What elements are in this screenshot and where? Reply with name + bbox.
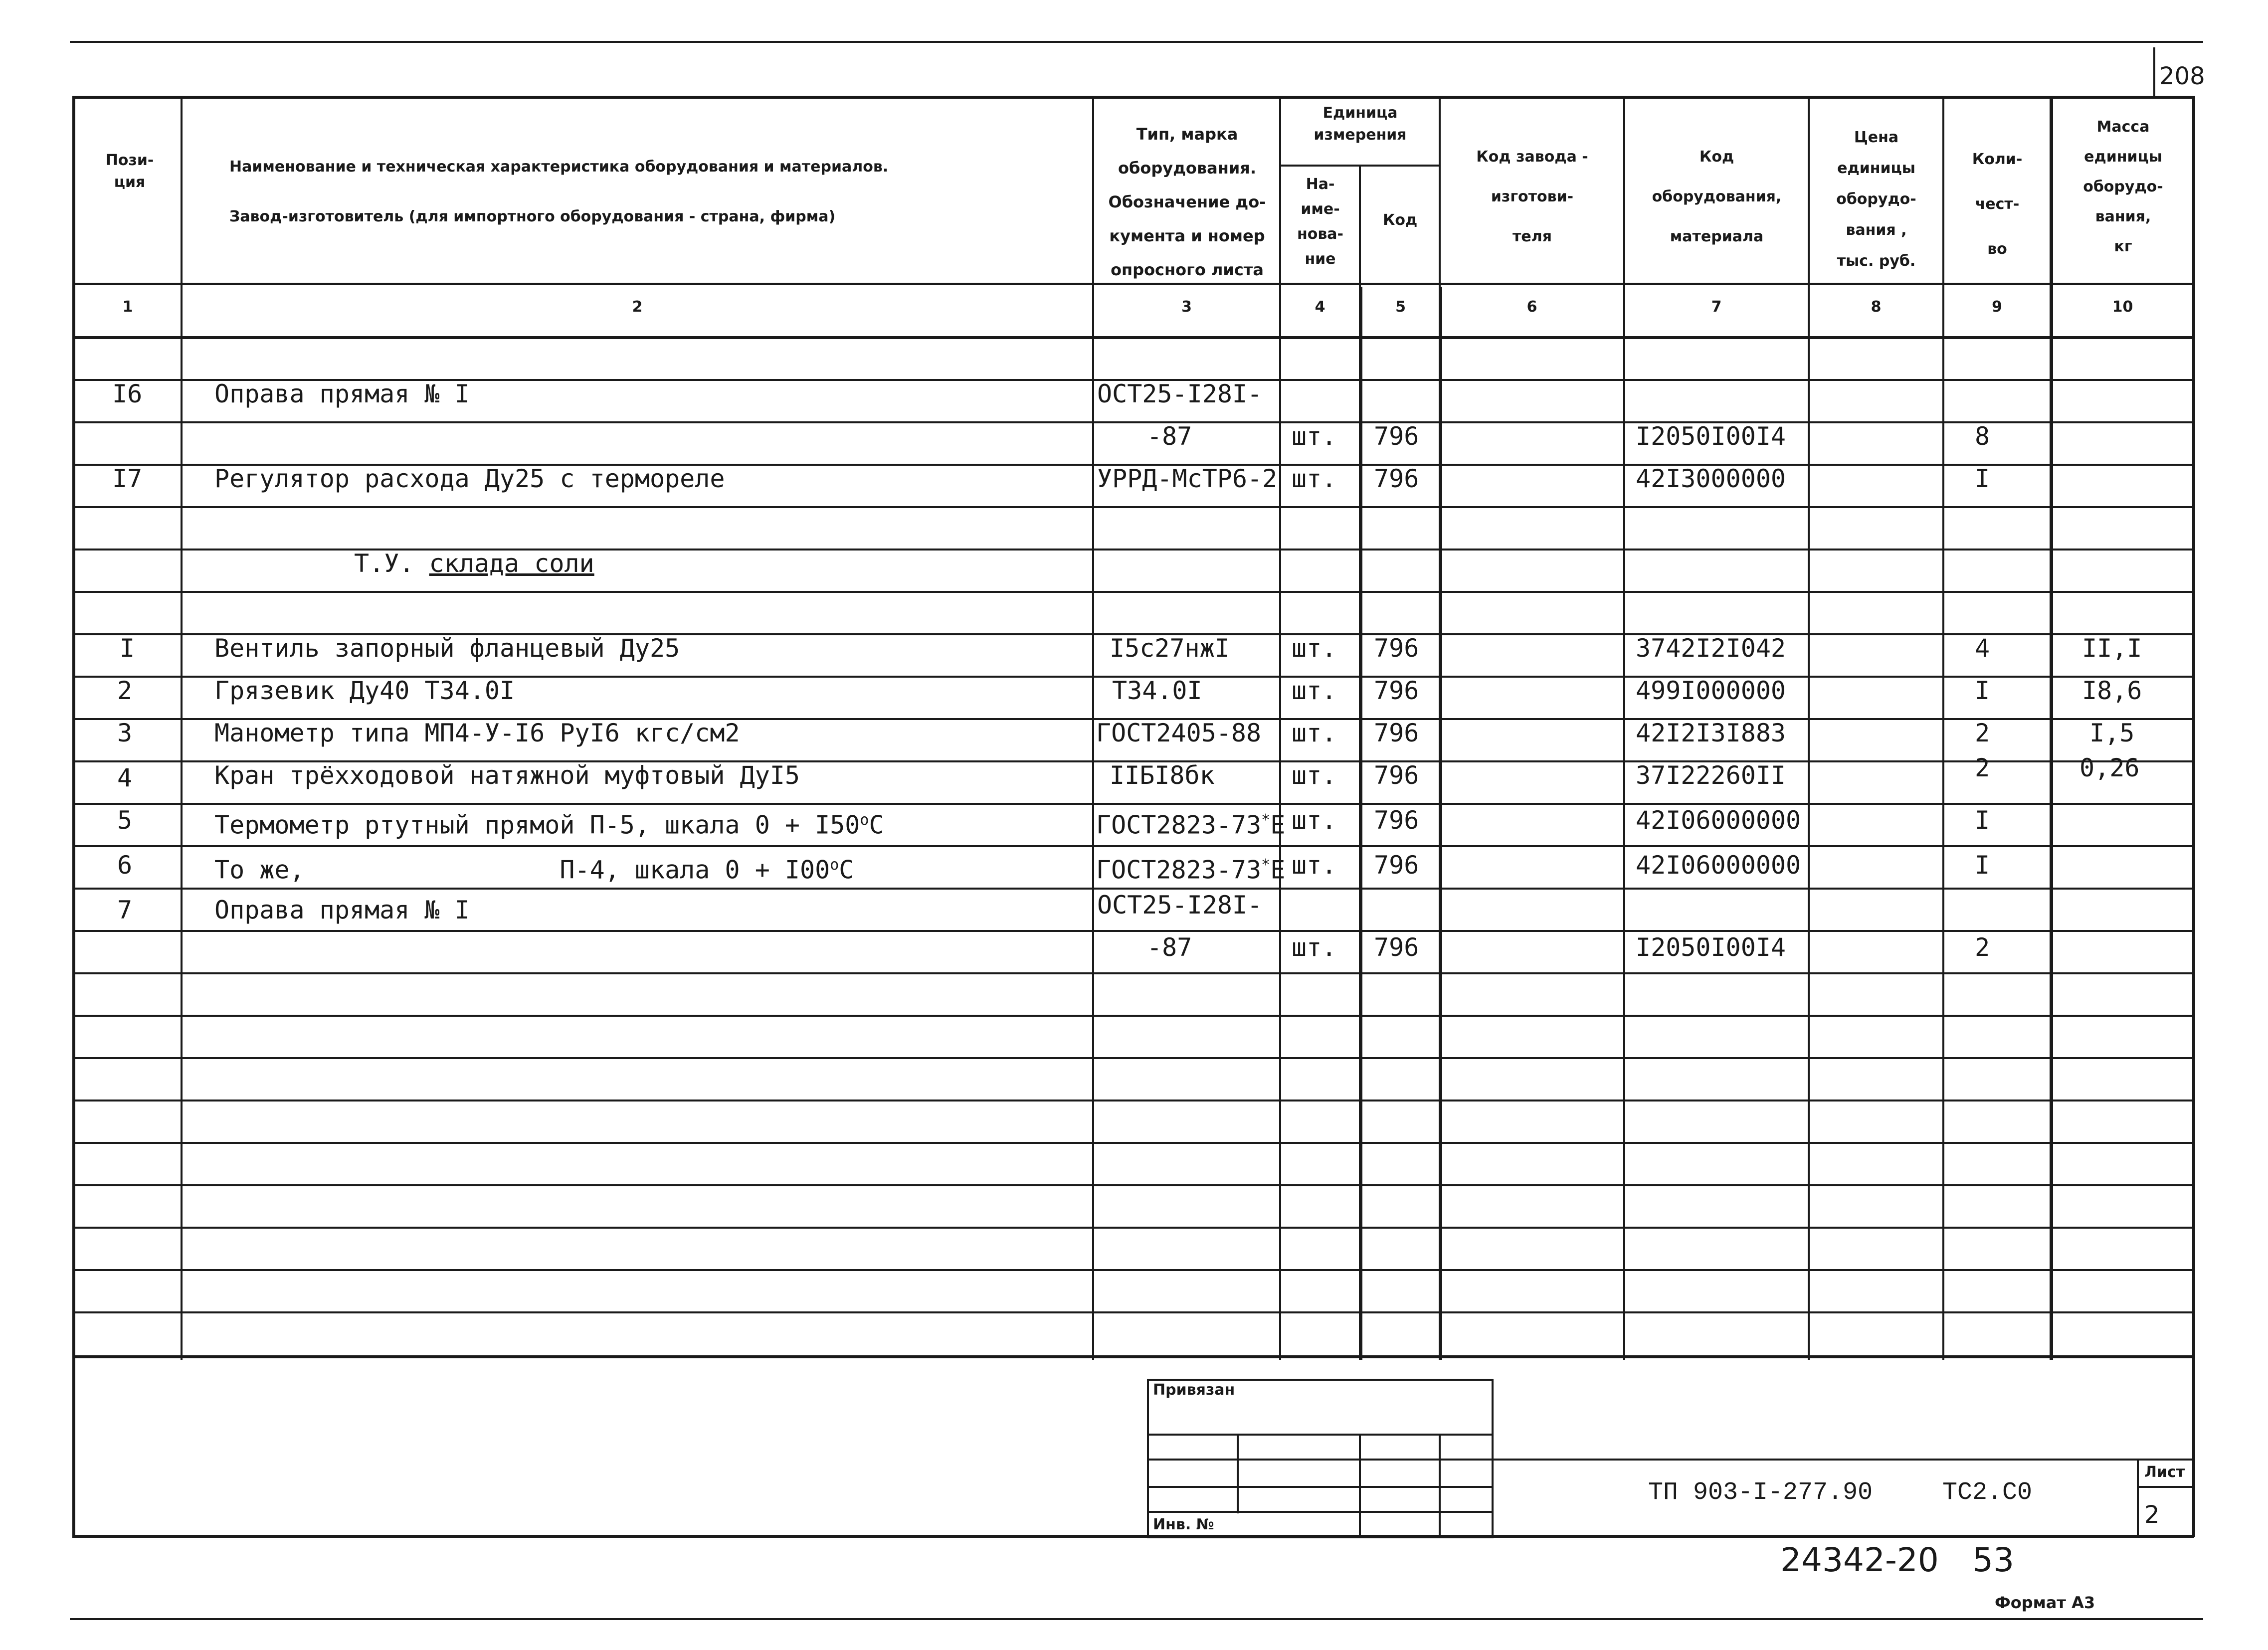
stamp-line bbox=[1147, 1434, 1494, 1436]
row-i6-name: Оправа прямая № I bbox=[214, 379, 470, 408]
row-5-type-text: ГОСТ2823-73 bbox=[1096, 810, 1262, 840]
row-4-unit: шт. bbox=[1292, 761, 1337, 790]
row-5-type bbox=[1096, 805, 1285, 840]
row-i7-quantity: I bbox=[1975, 464, 1990, 493]
row-1-equipment-code: 3742I2I042 bbox=[1636, 634, 1786, 663]
row-line bbox=[72, 1355, 2194, 1358]
handwritten-number: 24342-20 bbox=[1780, 1541, 1939, 1579]
row-3-type: ГОСТ2405-88 bbox=[1096, 719, 1262, 747]
stamp-line bbox=[1147, 1486, 1494, 1488]
row-i6b-code: 796 bbox=[1374, 422, 1419, 451]
row-7-type: ОСТ25-I28I- bbox=[1097, 891, 1263, 919]
row-1-name: Вентиль запорный фланцевый Ду25 bbox=[214, 634, 680, 663]
stamp-vline bbox=[1439, 1434, 1441, 1537]
row-i7-position: I7 bbox=[112, 464, 143, 493]
table-right-border bbox=[2192, 96, 2195, 1537]
header-mass: Масса единицы оборудо- вания, кг bbox=[2083, 118, 2163, 255]
row-i6b-equipment-code: I2050I00I4 bbox=[1636, 422, 1786, 451]
row-3-mass: I,5 bbox=[2089, 719, 2135, 747]
section-title bbox=[354, 549, 594, 578]
colnum-10: 10 bbox=[2112, 298, 2133, 316]
row-line bbox=[72, 1057, 2194, 1059]
frame-top-line bbox=[70, 41, 2203, 43]
row-i7-name: Регулятор расхода Ду25 с термореле bbox=[214, 464, 725, 493]
celsius-unit: С bbox=[839, 855, 854, 885]
row-6-name-text: То же, П-4, шкала 0 + I00 bbox=[214, 855, 830, 885]
section-title-underlined: склада соли bbox=[429, 549, 594, 578]
row-1-code: 796 bbox=[1374, 634, 1419, 663]
row-line bbox=[72, 1227, 2194, 1229]
row-2-position: 2 bbox=[117, 676, 133, 705]
row-2-name: Грязевик Ду40 Т34.0I bbox=[214, 676, 515, 705]
col-line-8 bbox=[1942, 96, 1944, 1360]
colnum-5: 5 bbox=[1395, 298, 1406, 316]
colnum-bottom-line bbox=[72, 336, 2194, 339]
row-5-name bbox=[214, 805, 884, 840]
colnum-2: 2 bbox=[632, 298, 643, 316]
header-type: Тип, марка оборудования. Обозначение до- кумента и номер опросного листа bbox=[1108, 125, 1266, 279]
colnum-6: 6 bbox=[1526, 298, 1537, 316]
colnum-9: 9 bbox=[1992, 298, 2002, 316]
section-title-prefix: Т.У. bbox=[354, 549, 429, 578]
row-line bbox=[72, 1100, 2194, 1101]
row-5-name-text: Термометр ртутный прямой П-5, шкала 0 + I50 bbox=[214, 810, 860, 840]
row-7b-unit: шт. bbox=[1292, 933, 1337, 962]
sheet-box-divider bbox=[2137, 1486, 2194, 1488]
document-suffix: ТС2.С0 bbox=[1942, 1478, 2033, 1507]
row-3-unit: шт. bbox=[1292, 719, 1337, 747]
row-6-code: 796 bbox=[1374, 851, 1419, 880]
degree-sign: о bbox=[830, 856, 839, 874]
row-i6-type: ОСТ25-I28I- bbox=[1097, 379, 1263, 408]
star-mark: * bbox=[1261, 856, 1271, 874]
row-i6b-quantity: 8 bbox=[1975, 422, 1990, 451]
frame-bottom-outer-line bbox=[70, 1618, 2203, 1620]
row-line bbox=[72, 1184, 2194, 1186]
row-4-name: Кран трёхходовой натяжной муфтовый ДуI5 bbox=[214, 761, 800, 790]
row-3-position: 3 bbox=[117, 719, 133, 747]
row-6-quantity: I bbox=[1975, 851, 1990, 880]
row-5-code: 796 bbox=[1374, 806, 1419, 835]
row-7b-type: -87 bbox=[1147, 933, 1192, 962]
row-2-code: 796 bbox=[1374, 676, 1419, 705]
row-5-equipment-code: 42I06000000 bbox=[1636, 806, 1801, 835]
row-4-quantity: 2 bbox=[1975, 753, 1990, 782]
sheet-label: Лист bbox=[2144, 1464, 2185, 1481]
header-name: Наименование и техническая характеристика оборудования и материалов. Завод-изготовитель (для импортного оборудования - страна, фирма) bbox=[229, 158, 889, 225]
row-1-mass: II,I bbox=[2082, 634, 2142, 663]
row-line bbox=[72, 1142, 2194, 1144]
row-line bbox=[72, 888, 2194, 890]
row-line bbox=[72, 1311, 2194, 1313]
celsius-unit: С bbox=[869, 810, 884, 840]
row-i6-position: I6 bbox=[112, 379, 143, 408]
row-4-code: 796 bbox=[1374, 761, 1419, 790]
row-line bbox=[72, 591, 2194, 593]
stamp-line bbox=[1147, 1511, 1494, 1513]
row-7b-equipment-code: I2050I00I4 bbox=[1636, 933, 1786, 962]
stamp-vline bbox=[1237, 1434, 1239, 1513]
table-top-border bbox=[72, 96, 2194, 99]
document-code: ТП 903-I-277.90 bbox=[1648, 1478, 1873, 1507]
row-5-quantity: I bbox=[1975, 806, 1990, 835]
row-2-mass: I8,6 bbox=[2082, 676, 2142, 705]
col-line-5 bbox=[1439, 96, 1441, 287]
unit-header-divider bbox=[1279, 165, 1441, 167]
row-7b-quantity: 2 bbox=[1975, 933, 1990, 962]
e-suffix: Е bbox=[1270, 855, 1286, 885]
colnum-1: 1 bbox=[122, 298, 133, 316]
row-6-position: 6 bbox=[117, 851, 133, 880]
col-line-4 bbox=[1359, 165, 1361, 287]
inventory-label: Инв. № bbox=[1153, 1516, 1214, 1533]
row-i6b-unit: шт. bbox=[1292, 422, 1337, 451]
row-line bbox=[72, 803, 2194, 805]
row-line bbox=[72, 845, 2194, 847]
row-1-quantity: 4 bbox=[1975, 634, 1990, 663]
row-6-unit: шт. bbox=[1292, 851, 1337, 880]
header-unit: Единица измерения bbox=[1314, 104, 1407, 144]
row-i7-code: 796 bbox=[1374, 464, 1419, 493]
header-factory-code: Код завода - изготови- теля bbox=[1476, 148, 1588, 245]
row-4-type: IIБI8бк bbox=[1110, 761, 1215, 790]
title-block-line bbox=[1494, 1459, 2194, 1461]
row-line bbox=[72, 1015, 2194, 1017]
col-line-3 bbox=[1279, 96, 1281, 1360]
row-i7-equipment-code: 42I3000000 bbox=[1636, 464, 1786, 493]
degree-sign: о bbox=[860, 811, 869, 829]
row-i6b-type: -87 bbox=[1147, 422, 1192, 451]
sheet-value: 2 bbox=[2144, 1501, 2160, 1529]
row-2-unit: шт. bbox=[1292, 676, 1337, 705]
row-i7-unit: шт. bbox=[1292, 464, 1337, 493]
col-line-9 bbox=[2050, 96, 2053, 1360]
row-2-type: Т34.0I bbox=[1112, 676, 1202, 705]
row-7b-code: 796 bbox=[1374, 933, 1419, 962]
row-line bbox=[72, 1269, 2194, 1271]
col-line-4b bbox=[1359, 287, 1362, 1360]
sheet-number: 208 bbox=[2159, 62, 2205, 90]
colnum-8: 8 bbox=[1871, 298, 1882, 316]
row-3-quantity: 2 bbox=[1975, 719, 1990, 747]
row-line bbox=[72, 421, 2194, 423]
header-price: Цена единицы оборудо- вания , тыс. руб. bbox=[1836, 129, 1916, 270]
row-4-position: 4 bbox=[117, 763, 133, 792]
row-line bbox=[72, 506, 2194, 508]
row-6-name bbox=[214, 850, 854, 885]
row-line bbox=[72, 930, 2194, 932]
row-5-position: 5 bbox=[117, 806, 133, 835]
row-line bbox=[72, 972, 2194, 974]
row-6-type bbox=[1096, 850, 1285, 885]
row-1-unit: шт. bbox=[1292, 634, 1337, 663]
col-line-5b bbox=[1439, 287, 1442, 1360]
colnum-4: 4 bbox=[1315, 298, 1325, 316]
row-1-type: I5с27нжI bbox=[1110, 634, 1230, 663]
row-6-type-text: ГОСТ2823-73 bbox=[1096, 855, 1262, 885]
row-4-mass: 0,26 bbox=[2079, 753, 2140, 782]
row-3-equipment-code: 42I2I3I883 bbox=[1636, 719, 1786, 747]
row-4-equipment-code: 37I22260II bbox=[1636, 761, 1786, 790]
sheet-number-box-left bbox=[2153, 47, 2155, 96]
row-7-name: Оправа прямая № I bbox=[214, 896, 470, 924]
linked-label: Привязан bbox=[1153, 1381, 1235, 1399]
col-line-7 bbox=[1808, 96, 1810, 1360]
col-line-2 bbox=[1092, 96, 1094, 1360]
header-equipment-code: Код оборудования, материала bbox=[1652, 148, 1782, 245]
col-line-6 bbox=[1623, 96, 1625, 1360]
row-3-code: 796 bbox=[1374, 719, 1419, 747]
e-suffix: Е bbox=[1270, 810, 1286, 840]
stamp-vline bbox=[1359, 1434, 1361, 1537]
star-mark: * bbox=[1261, 811, 1271, 829]
row-2-equipment-code: 499I000000 bbox=[1636, 676, 1786, 705]
sheet-box-left bbox=[2137, 1459, 2139, 1537]
row-2-quantity: I bbox=[1975, 676, 1990, 705]
row-5-unit: шт. bbox=[1292, 806, 1337, 835]
frame-bottom-line bbox=[72, 1535, 2194, 1538]
colnum-3: 3 bbox=[1181, 298, 1192, 316]
col-line-1 bbox=[181, 96, 183, 1360]
colnum-7: 7 bbox=[1711, 298, 1722, 316]
row-3-name: Манометр типа МП4-У-I6 РуI6 кгс/см2 bbox=[214, 719, 740, 747]
row-6-equipment-code: 42I06000000 bbox=[1636, 851, 1801, 880]
row-i7-type: УРРД-МсТР6-2 bbox=[1097, 464, 1278, 493]
format-label: Формат А3 bbox=[1995, 1593, 2095, 1612]
header-unit-code: Код bbox=[1382, 211, 1418, 229]
row-1-position: I bbox=[120, 634, 135, 663]
handwritten-number-2: 53 bbox=[1972, 1541, 2014, 1579]
header-unit-name: На- име- нова- ние bbox=[1297, 176, 1344, 268]
header-quantity: Коли- чест- во bbox=[1972, 151, 2023, 258]
stamp-line bbox=[1147, 1459, 1494, 1461]
header-position: Пози- ция bbox=[105, 152, 154, 191]
row-7-position: 7 bbox=[117, 896, 133, 924]
